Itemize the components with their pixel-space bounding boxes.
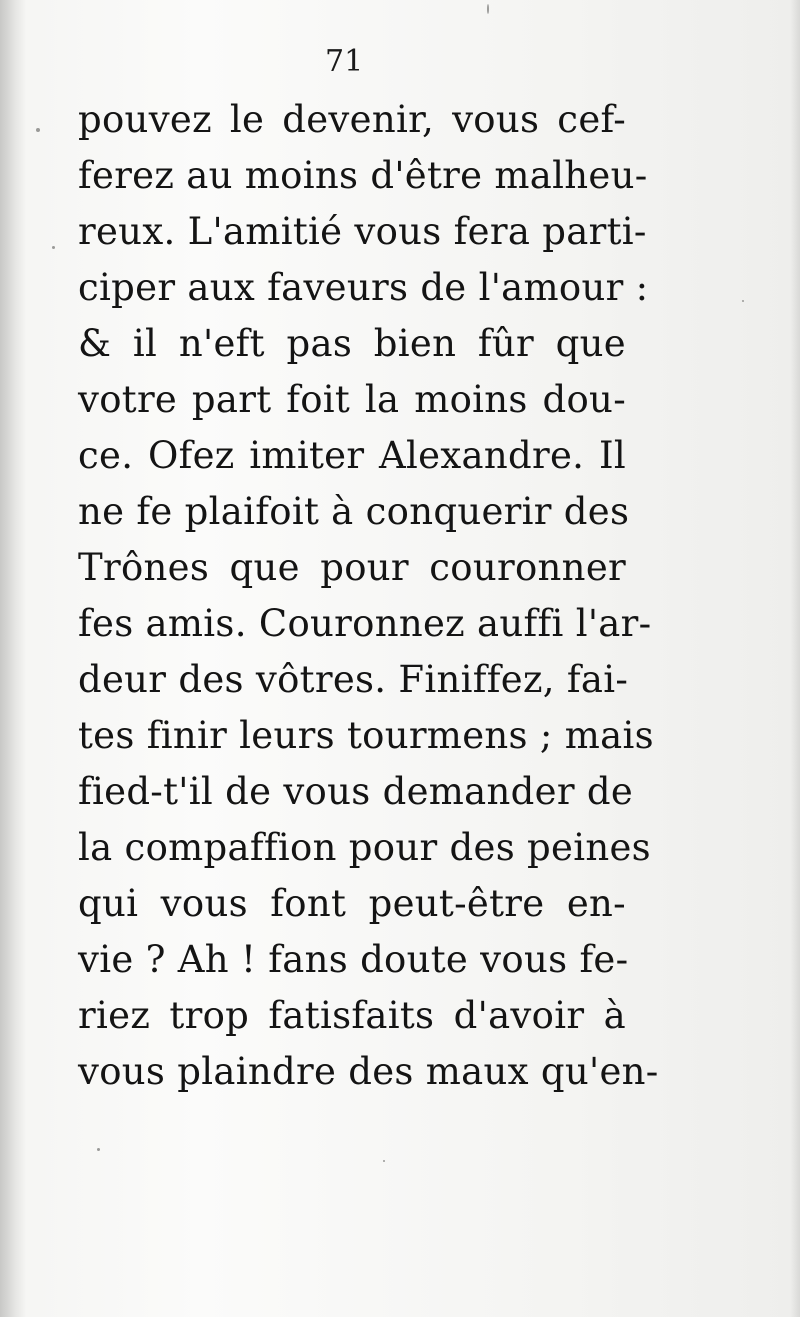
- text-line: reux. L'amitié vous fera parti-: [78, 210, 647, 253]
- paper-speck: [97, 1148, 100, 1151]
- body-text: [78, 92, 659, 1100]
- paper-speck: [487, 4, 489, 14]
- binding-shadow: [0, 0, 26, 1317]
- page-number: 71: [325, 44, 364, 79]
- paper-speck: [52, 246, 55, 249]
- text-line: deur des vôtres. Finiffez, fai-: [78, 658, 629, 701]
- page-edge: [790, 0, 800, 1317]
- paper-speck: [36, 128, 40, 132]
- text-line: tes finir leurs tourmens ; mais: [78, 714, 654, 757]
- paper-speck: [383, 1160, 385, 1162]
- text-line: fes amis. Couronnez auffi l'ar-: [78, 602, 652, 645]
- text-line: vie ? Ah ! fans doute vous fe-: [78, 938, 629, 981]
- text-line: votre part foit la moins dou-: [78, 378, 626, 421]
- text-line: Trônes que pour couronner: [78, 546, 626, 589]
- text-line: & il n'eft pas bien fûr que: [78, 322, 626, 365]
- text-line: fied-t'il de vous demander de: [78, 770, 634, 813]
- paper-speck: [742, 300, 744, 302]
- text-line: ne fe plaifoit à conquerir des: [78, 490, 630, 533]
- text-line: ce. Ofez imiter Alexandre. Il: [78, 434, 626, 477]
- text-line: qui vous font peut-être en-: [78, 882, 626, 925]
- text-line: pouvez le devenir, vous cef-: [78, 98, 626, 141]
- text-line: vous plaindre des maux qu'en-: [78, 1050, 659, 1093]
- text-line: ferez au moins d'être malheu-: [78, 154, 648, 197]
- text-line: riez trop fatisfaits d'avoir à: [78, 994, 626, 1037]
- text-line: ciper aux faveurs de l'amour :: [78, 266, 649, 309]
- text-line: la compaffion pour des peines: [78, 826, 651, 869]
